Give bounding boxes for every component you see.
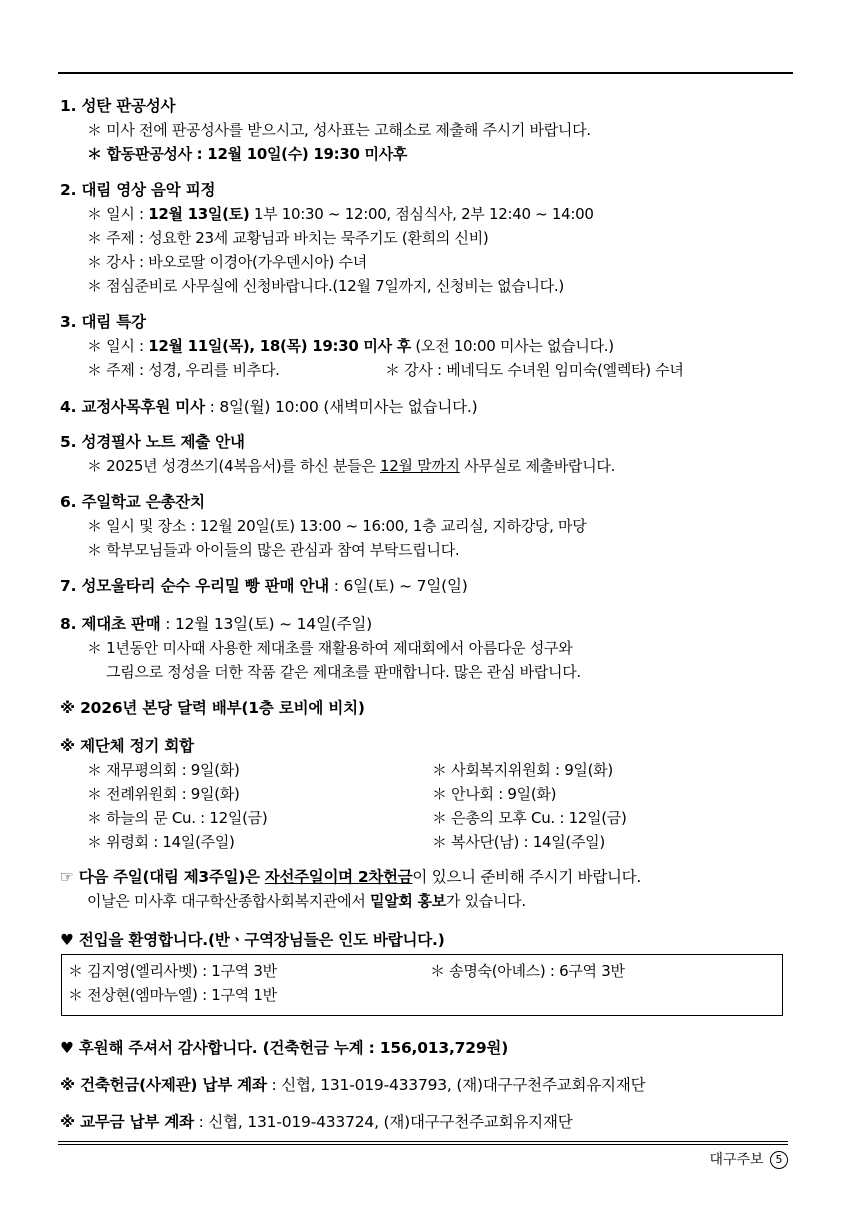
page-number: 5 (770, 1151, 788, 1169)
welcome-item: ＊ 전상현(엠마누엘) : 1구역 1반 (68, 986, 277, 1004)
section-line: ＊ 학부모님들과 아이들의 많은 관심과 참여 부탁드립니다. (87, 541, 460, 559)
meeting-item: ＊ 재무평의회 : 9일(화) (87, 761, 240, 779)
section-title: ※ 제단체 정기 회합 (60, 737, 194, 755)
meeting-item: ＊ 복사단(남) : 14일(주일) (432, 833, 605, 851)
section-line: ＊ 2025년 성경쓰기(4복음서)를 하신 분들은 12월 말까지 사무실로 제출바랍니다. (87, 457, 616, 475)
section-title: ※ 2026년 본당 달력 배부(1층 로비에 비치) (60, 699, 365, 717)
section-lecture (60, 310, 795, 382)
meeting-row (60, 782, 795, 806)
section-line: ＊ 강사 : 바오로딸 이경아(가우덴시아) 수녀 (87, 253, 367, 271)
section-notice (60, 865, 795, 913)
section-title: ♥ 후원해 주셔서 감사합니다. (건축헌금 누계 : 156,013,729원) (60, 1039, 509, 1057)
section-line: ＊ 주제 : 성요한 23세 교황님과 바치는 묵주기도 (환희의 신비) (87, 229, 489, 247)
section-title: 3. 대림 특강 (60, 313, 146, 331)
bottom-rule (58, 1144, 788, 1145)
section-title: 8. 제대초 판매 : 12월 13일(토) ~ 14일(주일) (60, 615, 372, 633)
meeting-item: ＊ 사회복지위원회 : 9일(화) (432, 761, 613, 779)
publication-name: 대구주보 (709, 1152, 764, 1168)
section-line: ＊ 일시 : 12월 13일(토) 1부 10:30 ~ 12:00, 점심식사, 2부 12:40 ~ 14:00 (87, 205, 594, 223)
section-line: ＊ 점심준비로 사무실에 신청바랍니다.(12월 7일까지, 신청비는 없습니다.) (87, 277, 564, 295)
section-sunday-school (60, 490, 795, 562)
section-thanks (60, 1036, 795, 1060)
section-building-account (60, 1073, 795, 1097)
section-candle-sale (60, 612, 795, 684)
meeting-item: ＊ 하늘의 문 Cu. : 12일(금) (87, 809, 268, 827)
bottom-rule (58, 1141, 788, 1142)
welcome-item: ＊ 김지영(엘리사벳) : 1구역 3반 (68, 962, 277, 980)
section-line: ＊ 미사 전에 판공성사를 받으시고, 성사표는 고해소로 제출해 주시기 바랍니다. (87, 121, 591, 139)
welcome-row (68, 959, 782, 983)
section-title: 2. 대림 영상 음악 피정 (60, 181, 216, 199)
section-line: ＊ 1년동안 미사때 사용한 제대초를 재활용하여 제대회에서 아름다운 성구와 (87, 639, 573, 657)
meeting-row (60, 806, 795, 830)
section-title: 5. 성경필사 노트 제출 안내 (60, 433, 245, 451)
section-title: ♥ 전입을 환영합니다.(반ㆍ구역장님들은 인도 바랍니다.) (60, 931, 445, 949)
meeting-item: ＊ 전례위원회 : 9일(화) (87, 785, 240, 803)
meeting-row (60, 758, 795, 782)
section-title: 1. 성탄 판공성사 (60, 97, 176, 115)
meeting-item: ＊ 은총의 모후 Cu. : 12일(금) (432, 809, 627, 827)
meeting-item: ＊ 위령회 : 14일(주일) (87, 833, 235, 851)
section-title: 7. 성모울타리 순수 우리밀 빵 판매 안내 : 6일(토) ~ 7일(일) (60, 577, 468, 595)
section-title: ※ 건축헌금(사제관) 납부 계좌 : 신협, 131-019-433793, (재)대구구천주교회유지재단 (60, 1076, 646, 1094)
welcome-item: ＊ 송명숙(아녜스) : 6구역 3반 (430, 962, 625, 980)
welcome-box (61, 954, 783, 1016)
section-retreat (60, 178, 795, 298)
page-footer (709, 1150, 788, 1170)
section-line: ＊ 일시 및 장소 : 12월 20일(토) 13:00 ~ 16:00, 1층 교리실, 지하강당, 마당 (87, 517, 587, 535)
notice-line: ☞ 다음 주일(대림 제3주일)은 자선주일이며 2차헌금이 있으니 준비해 주시기 바랍니다. (60, 868, 641, 886)
section-line: 그림으로 정성을 더한 작품 같은 제대초를 판매합니다. 많은 관심 바랍니다. (106, 663, 581, 681)
section-welcome (60, 928, 795, 952)
section-calendar (60, 696, 795, 720)
section-title: 4. 교정사목후원 미사 : 8일(월) 10:00 (새벽미사는 없습니다.) (60, 398, 478, 416)
section-prison-mass (60, 395, 795, 419)
section-meetings (60, 734, 795, 854)
section-bible-notes (60, 430, 795, 478)
section-line: ＊ 합동판공성사 : 12월 10일(수) 19:30 미사후 (87, 145, 408, 163)
meeting-item: ＊ 안나회 : 9일(화) (432, 785, 557, 803)
section-bread-sale (60, 574, 795, 598)
section-title: ※ 교무금 납부 계좌 : 신협, 131-019-433724, (재)대구구천주교회유지재단 (60, 1113, 573, 1131)
section-confession (60, 94, 795, 166)
section-line: ＊ 일시 : 12월 11일(목), 18(목) 19:30 미사 후 (오전 10:00 미사는 없습니다.) (87, 337, 614, 355)
meeting-row (60, 830, 795, 854)
section-dues-account (60, 1110, 795, 1134)
top-rule (58, 72, 793, 74)
section-title: 6. 주일학교 은총잔치 (60, 493, 205, 511)
notice-line: 이날은 미사후 대구학산종합사회복지관에서 밑알회 홍보가 있습니다. (87, 892, 526, 910)
section-line: ＊ 주제 : 성경, 우리를 비추다. ＊ 강사 : 베네딕도 수녀원 임미숙(엘렉타) 수녀 (87, 361, 684, 379)
